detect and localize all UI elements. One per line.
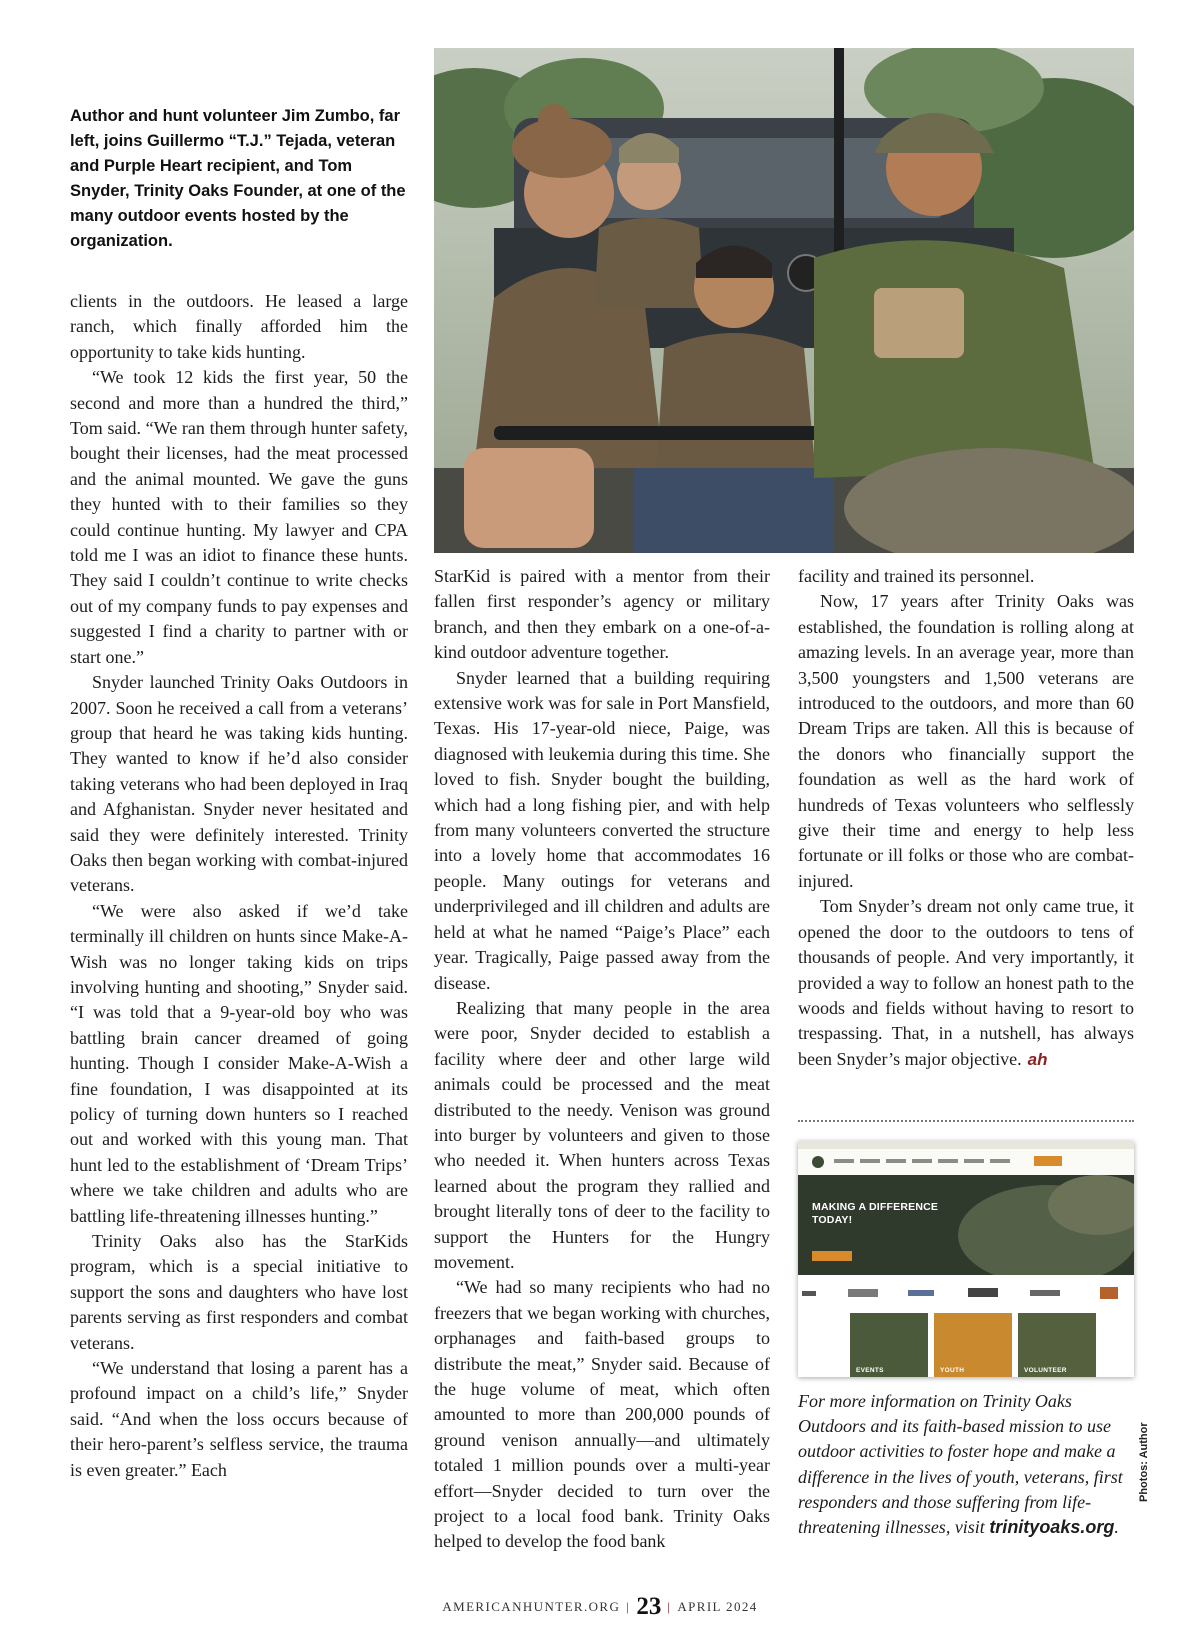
hero-title-line: MAKING A DIFFERENCE <box>812 1201 939 1213</box>
paragraph: “We took 12 kids the first year, 50 the second and more than a hundred the third,” Tom said. “We ran them through hunter safety, bought their licenses, had the meat processed and the animal mounted. We gave the guns they hunted with to their families so they could continue hunting. My lawyer and CPA told me I was an idiot to finance these hunts. They said I couldn’t continue to write checks out of my company funds to pay expenses and suggested I find a charity to partner with or start one.” <box>70 367 408 667</box>
paragraph-text: Tom Snyder’s dream not only came true, it opened the door to the outdoors to tens of thousands of people. And very importantly, it provided a way to follow an honest path to the woods and fields without having to resort to trespassing. That, in a nutshell, has always been Snyder’s major objective. <box>798 896 1134 1069</box>
tile-youth <box>934 1313 1012 1377</box>
paragraph: Snyder launched Trinity Oaks Outdoors in 2007. Soon he received a call from a veterans’ group that heard he was taking kids hunting. They wanted to know if he’d also consider taking veterans who had been deployed in Iraq and Afghanistan. Snyder never hesitated and said they were definitely interested. Trinity Oaks then began working with combat-injured veterans. <box>70 672 408 896</box>
paragraph: Snyder learned that a building requiring extensive work was for sale in Port Mansfield, Texas. His 17-year-old niece, Paige, was diagnosed with leukemia during this time. She loved to fish. Snyder bought the building, which had a long fishing pier, and with help from many volunteers converted the structure into a lovely home that accommodates 16 people. Many outings for veterans and underprivileged and ill children and adults are held at what he named “Paige’s Place” each year. Tragically, Paige passed away from the disease. <box>434 667 770 993</box>
hunting-group-photo <box>434 48 1134 553</box>
more-info-note <box>798 1389 1134 1540</box>
footer-site: AMERICANHUNTER.ORG <box>442 1599 621 1614</box>
page-footer <box>0 1593 1200 1621</box>
website-nav-bar <box>798 1141 1134 1175</box>
tile-volunteer <box>1018 1313 1096 1377</box>
website-screenshot <box>798 1141 1134 1377</box>
paragraph: Realizing that many people in the area were poor, Snyder decided to establish a facility where deer and other large wild animals could be processed and the meat distributed to the needy. Venison was ground into burger by volunteers and given to those who needed it. When hunters across Texas learned about the program they rallied and brought literally tons of deer to the facility to support the Hunters for the Hungry movement. <box>434 997 770 1272</box>
tile-label: EVENTS <box>856 1367 884 1374</box>
website-tiles <box>850 1313 1096 1377</box>
hero-title <box>812 1201 972 1227</box>
sponsor-logos-illustration <box>798 1279 1134 1309</box>
paragraph: “We understand that losing a parent has a profound impact on a child’s life,” Snyder said. “And when the loss occurs because of their hero-parent’s selfless service, the trauma is even greater.” Each <box>70 1358 408 1480</box>
footer-separator: | <box>626 1599 631 1614</box>
more-info-text: For more information on Trinity Oaks Outdoors and its faith-based mission to use outdoor activities to foster hope and make a difference in the lives of youth, veterans, first responders and those suffering from life-threatening illnesses, visit <box>798 1391 1123 1538</box>
paragraph: facility and trained its personnel. <box>798 566 1035 586</box>
tile-label: YOUTH <box>940 1367 965 1374</box>
article-column-3 <box>798 564 1134 1072</box>
paragraph: StarKid is paired with a mentor from their fallen first responder’s agency or military branch, and then they embark on a one-of-a-kind outdoor adventure together. <box>434 566 770 663</box>
paragraph: “We were also asked if we’d take terminally ill children on hunts since Make-A-Wish was no longer taking kids on trips involving hunting and shooting,” Snyder said. “I was told that a 9-year-old boy who was battling brain cancer dreamed of going hunting. Though I consider Make-A-Wish a fine foundation, I was disappointed at its policy of turning down hunters so I reached out and worked with this young man. That hunt led to the establishment of ‘Dream Trips’ where we take children and adults who are battling life-threatening illnesses hunting.” <box>70 900 408 1226</box>
paragraph: “We had so many recipients who had no freezers that we began working with churches, orphanages and faith-based groups to distribute the meat,” Snyder said. Because of the huge volume of meat, which often amounted to more than 200,000 pounds of ground venison annually—and ultimately totaled 1 million pounds over a multi-year effort—Snyder decided to turn over the project to a local food bank. Trinity Oaks helped to develop the food bank <box>434 1277 770 1552</box>
article-column-1 <box>70 289 408 1483</box>
article-column-2 <box>434 564 770 1555</box>
website-hero <box>798 1175 1134 1275</box>
photo-illustration <box>434 48 1134 553</box>
more-info-period: . <box>1114 1517 1119 1538</box>
paragraph: Trinity Oaks also has the StarKids program, which is a special initiative to support the sons and daughters who have lost parents serving as first responders and combat veterans. <box>70 1231 408 1353</box>
paragraph: Now, 17 years after Trinity Oaks was established, the foundation is rolling along at amazing levels. In an average year, more than 3,500 youngsters and 1,500 veterans are introduced to the outdoors, and more than 60 Dream Trips are taken. All this is because of the donors who financially support the foundation as well as the hard work of hundreds of Texas volunteers who selflessly give their time and energy to help less fortunate or ill folks or those who are combat-injured. <box>798 591 1134 891</box>
end-mark-logo: ah <box>1027 1049 1048 1069</box>
website-nav-illustration <box>798 1141 1134 1175</box>
footer-date: APRIL 2024 <box>677 1599 758 1614</box>
paragraph: clients in the outdoors. He leased a large ranch, which finally afforded him the opportunity to take kids hunting. <box>70 291 408 362</box>
tile-events <box>850 1313 928 1377</box>
paragraph-final <box>798 894 1134 1072</box>
website-link[interactable]: trinityoaks.org <box>989 1517 1115 1538</box>
page-number: 23 <box>636 1593 662 1620</box>
sponsor-logos <box>798 1279 1134 1309</box>
footer-separator: | <box>667 1599 672 1614</box>
tile-label: VOLUNTEER <box>1024 1367 1067 1374</box>
photo-credit: Photos: Author <box>1138 1422 1150 1502</box>
photo-caption: Author and hunt volunteer Jim Zumbo, far left, joins Guillermo “T.J.” Tejada, veteran and Purple Heart recipient, and Tom Snyder, Trinity Oaks Founder, at one of the many outdoor events hosted by the organization. <box>70 107 406 250</box>
dotted-divider <box>798 1120 1134 1122</box>
hero-title-line: TODAY! <box>812 1214 853 1226</box>
